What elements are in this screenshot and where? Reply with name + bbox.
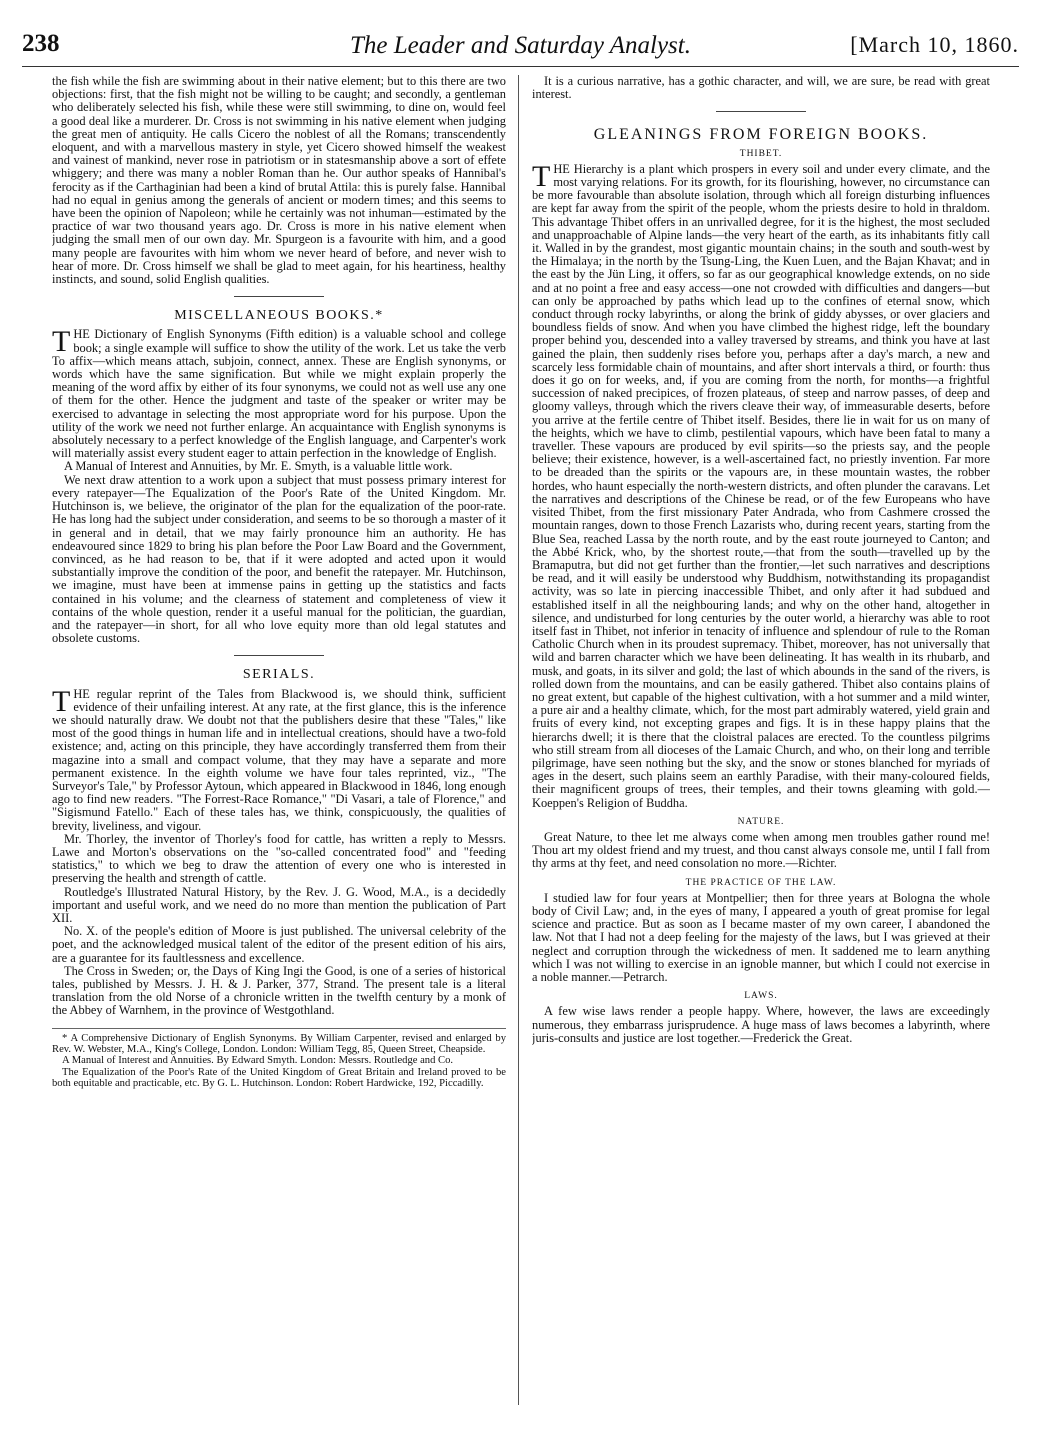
serials-paragraph: The Cross in Sweden; or, the Days of King Ingi the Good, is one of a series of historical tales, published by Messrs. J. H. & J. Parker, 377, Strand. The present tale is a literal translation from the old Norse of a chronicle written in the twelfth century by a monk of the Abbey of Warnhem, in the province of Westgothland. [52, 963, 506, 1018]
footnote: * A Comprehensive Dictionary of English Synonyms. By William Carpenter, revised and enlarged by Rev. W. Webster, M.A., King's College, London. London: William Tegg, 85, Queen Street, Cheapside. [52, 1032, 506, 1056]
serials-paragraph: Routledge's Illustrated Natural History, by the Rev. J. G. Wood, M.A., is a decidedly important and useful work, and we need do no more than mention the publication of Part XII. [52, 884, 506, 925]
page-header [22, 30, 1019, 67]
serials-paragraph: Mr. Thorley, the inventor of Thorley's food for cattle, has written a reply to Messrs. Lawe and Morton's observations on the "so-called concentrated food" and "feeding statistics," to which we beg to draw the attention of every one who is interested in preserving the health and strength of cattle. [52, 831, 506, 886]
issue-date: [March 10, 1860. [850, 32, 1019, 57]
drop-cap: T [52, 684, 71, 718]
continued-paragraph: It is a curious narrative, has a gothic character, and will, we are sure, be read with great interest. [532, 75, 990, 102]
section-divider [234, 655, 324, 656]
footnote: The Equalization of the Poor's Rate of the United Kingdom of Great Britain and Ireland proved to be both equitable and practicable, etc. By G. L. Hutchinson. London: Robert Hardwicke, 192, Piccadilly. [52, 1066, 506, 1090]
misc-paragraph: A Manual of Interest and Annuities, by Mr. E. Smyth, is a valuable little work. [64, 459, 453, 474]
law-practice-subheading: THE PRACTICE OF THE LAW. [685, 877, 837, 888]
nature-subheading: NATURE. [737, 816, 785, 827]
law-practice-paragraph: I studied law for four years at Montpellier; then for three years at Bologna the whole body of Civil Law; and, in the eyes of many, I appeared a youth of great promise for legal science and practice. But as soon as I became master of my own career, I abandoned the law. Not that I had not a deep feeling for the majesty of the laws, but I was grieved at their neglect and corruption through the wickedness of men. It saddened me to learn anything which I was not willing to exercise in an ignoble manner, but which I could not exercise in a noble manner.—Petrarch. [532, 890, 990, 984]
publication-title: The Leader and Saturday Analyst. [350, 32, 691, 59]
section-divider [234, 296, 324, 297]
laws-paragraph: A few wise laws render a people happy. Where, however, the laws are exceedingly numerous, they embarrass jurisprudence. A huge mass of laws becomes a labyrinth, where juris-consults and justice are lost together.—Frederick the Great. [532, 1004, 990, 1045]
drop-cap: T [52, 325, 71, 359]
thibet-paragraph: THE Hierarchy is a plant which prospers in every soil and under every climate, and the most varying relations. For its growth, for its flourishing, however, no circumstance can be more favourable than absolute isolation, through which all foreign disturbing influences are kept far away from the spirit of the people, whom the priests desire to hold in thraldom. This advantage Thibet offers in an unrivalled degree, for it is the highest, the most secluded and unapproachable of Alpine lands—the very heart of the earth, as its inhabitants fitly call it. Walled in by the grandest, most gigantic mountain chains; in the south and south-west by the Himalaya; in the north by the Tsung-Ling, the Kuen Luen, and the Bajan Khavat; and in the east by the Jün Ling, it offers, so far as our geographical knowledge extends, on no side and at no point a free and easy access—one not crowded with difficulties and dangers—but can only be approached by paths which lead up to the confines of eternal snow, which conduct through rocky labyrinths, or along the brink of giddy abysses, or over glaciers and boundless fields of snow. And when you have climbed the highest ridge, left the boundary proper behind you, descended into a valley traversed by streams, and think you have at last gained the plain, then suddenly rises before you, perhaps after a day's march, a new and scarcely less formidable chain of mountains, and after short intervals a third, or fourth: thus does it go on for weeks, and, if you are coming from the north, for months—a frightful succession of naked precipices, of frozen plateaus, of steep and narrow passes, of deep and gloomy valleys, through which the rivers cleave their way, of immeasurable deserts, before you arrive at the fertile centre of Thibet itself. Besides, there lie in wait for us on many of the heights, which we have to climb, pestilential vapours, which have been fatal to many a traveller. These vapours are produced by evil spirits—so the priests say, and the people believe; their existence, however, is a well-ascertained fact, no priestly invention. Far more to be dreaded than the spirits or the vapours are, in these mountain wastes, the robber hordes, who haunt especially the north-western districts, and often plunder the caravans. Let the narratives and descriptions of the Chinese be read, or of the few Europeans who have visited Thibet, from the first missionary Pater Andrada, who from Cashmere crossed the mountain ranges, down to those French Lazarists who, during recent years, starting from the Blue Sea, reached Lassa by the north route, and by the east route journeyed to Canton; and the Abbé Krick, who, by the shortest route,—that from the south—travelled up by the Bramaputra, but did not get further than the frontier,—let such narratives and descriptions be read, and it will easily be understood why Buddhism, notwithstanding its propagandist activity, was so late in piercing inaccessible Thibet, and only after it had subdued and established itself in all the neighbouring lands; and why on the other hand, altogether in silence, and undisturbed for long centuries by the outer world, a hierarchy was able to root itself fast in Thibet, not inferior in tenacity of influence and splendour of rule to the Roman Catholic Church when in its proudest supremacy. Thibet, moreover, has not universally that wild and barren character which we have been delineating. It has wealth in its rhubarb, and musk, and goats, in its silver and gold; the last of which abounds in the sand of the rivers, is rolled down from the mountains, and can be easily gathered. Thibet also contains plains of no great extent, but capable of the highest cultivation, with a hot summer and a mild winter, a pure air and a healthy climate, which, for the most part admirably watered, yield grain and fruits of every kind, not excepting grapes and figs. It is in these happy plains that the hierarchs dwell; it is there that the cloistral palaces are erected. To the countless pilgrims who still stream from all dioceses of the Lamaic Church, and who, on their long and terrible pilgrimage, have seen nothing but the sky, and the snow or stones blanched for myriads of ages in the desert, such plains seem an earthly Paradise, with their many-coloured fields, their magnificent groups of trees, their temples, and their towns gleaming with gold.—Koeppen's Religion of Buddha. [532, 159, 990, 810]
footnotes [52, 1028, 506, 1090]
thibet-subheading: THIBET. [739, 148, 783, 159]
section-divider [716, 111, 806, 112]
page-number: 238 [22, 30, 60, 57]
gleanings-heading: GLEANINGS FROM FOREIGN BOOKS. [593, 126, 929, 144]
misc-paragraph: We next draw attention to a work upon a subject that must possess primary interest for every ratepayer—The Equalization of the Poor's Rate of the United Kingdom. Mr. Hutchinson is, we believe, the originator of the plan for the equalization of the poor-rate. He has long had the subject under consideration, and seems to be so thorough a master of it in general and in detail, that we may fairly pronounce him an authority. He has endeavoured since 1829 to bring his plan before the Poor Law Board and the Government, convinced, as he had reason to be, that if it were adopted and acted upon it would substantially improve the condition of the poor, and benefit the ratepayer. Mr. Hutchinson, we imagine, must have been at immense pains in getting up the statistics and facts contained in his volume; and the clearness of statement and completeness of view it contains of the whole question, render it a useful manual for the politician, the guardian, and the ratepayer—in short, for all who love equity more than old legal statutes and obsolete customs. [52, 472, 506, 646]
nature-paragraph: Great Nature, to thee let me always come when among men troubles gather round me! Thou art my oldest friend and my truest, and thou canst always console me, until I fall from thy arms at thy feet, and need consolation no more.—Richter. [532, 829, 990, 871]
serials-paragraph: No. X. of the people's edition of Moore is just published. The universal celebrity of the poet, and the acknowledged musical talent of the editor of the present edition of his airs, are a guarantee for its faultlessness and excellence. [52, 924, 506, 965]
right-column [532, 75, 990, 1405]
column-rule [518, 75, 519, 1405]
footnote: A Manual of Interest and Annuities. By Edward Smyth. London: Messrs. Routledge and Co. [62, 1055, 454, 1067]
drop-cap: T [532, 159, 551, 193]
serials-heading: SERIALS. [242, 667, 316, 683]
continued-review-paragraph: the fish while the fish are swimming about in their native element; but to this there are two objections: first, that the fish might not be willing to be caught; and secondly, a gentleman who deliberately selected his fish, while these were still swimming, to dine on, would feel a good deal like a murderer. Dr. Cross is not swimming in his native element when judging the great men of antiquity. He calls Cicero the noblest of all the Romans; transcendently eloquent, and with a marvellous mastery in style, yet Cicero showed himself the weakest and vainest of mankind, never rose in patriotism or in statesmanship above a sort of effete whiggery; and there was many a nobler Roman than he. Our author speaks of Hannibal's ferocity as if the Carthaginian had been a kind of brutal Attila: this is purely false. Hannibal had no equal in genius among the generals of ancient or modern times; and this seems to have been the opinion of Napoleon; while he certainly was not inhuman—estimated by the practice of war two thousand years ago. Dr. Cross is more in his native element when judging the small men of our own day. Mr. Spurgeon is a favourite with him, and a good many people are favourites with him whom we never heard of before, and never wish to hear of more. Dr. Cross himself we shall be glad to meet again, for his heartiness, healthy instincts, and sound, solid English qualities. [52, 75, 506, 287]
laws-subheading: LAWS. [744, 991, 778, 1002]
misc-paragraph: THE Dictionary of English Synonyms (Fifth edition) is a valuable school and college book; a single example will suffice to show the utility of the work. Let us take the verb To affix—which means attach, subjoin, connect, annex. These are English synonyms, or words which have the same signification. But while we might explain properly the meaning of the word affix by either of its four synonyms, we could not as well use any one of them for the other. Hence the judgment and taste of the speaker or writer may be exercised to advantage in selecting the most appropriate word for his purpose. Upon the utility of the work we need not further enlarge. An acquaintance with English synonyms is absolutely necessary to a perfect knowledge of the English language, and Carpenter's work will materially assist every student eager to attain perfection in the knowledge of English. [52, 325, 506, 461]
miscellaneous-books-heading: MISCELLANEOUS BOOKS.* [174, 308, 384, 324]
serials-paragraph: THE regular reprint of the Tales from Blackwood is, we should think, sufficient evidence of their unfailing interest. At any rate, at the first glance, this is the inference we should naturally draw. We doubt not that the publishers desire that these "Tales," like most of the good things in human life and in intellectual creations, should have a two-fold existence; and, acting on this principle, they have accordingly transferred them from their magazine into a small and compact volume, that they may have a separate and more permanent existence. In the eighth volume we have four tales reprinted, viz., "The Surveyor's Tale," by Professor Aytoun, which appeared in Blackwood in 1846, long enough ago to find new readers. "The Forrest-Race Romance," "Di Vasari, a tale of Florence," and "Sigismund Fatello." Each of these tales has, we think, conspicuously, the qualities of brevity, liveliness, and vigour. [52, 684, 506, 833]
left-column [52, 75, 506, 1405]
